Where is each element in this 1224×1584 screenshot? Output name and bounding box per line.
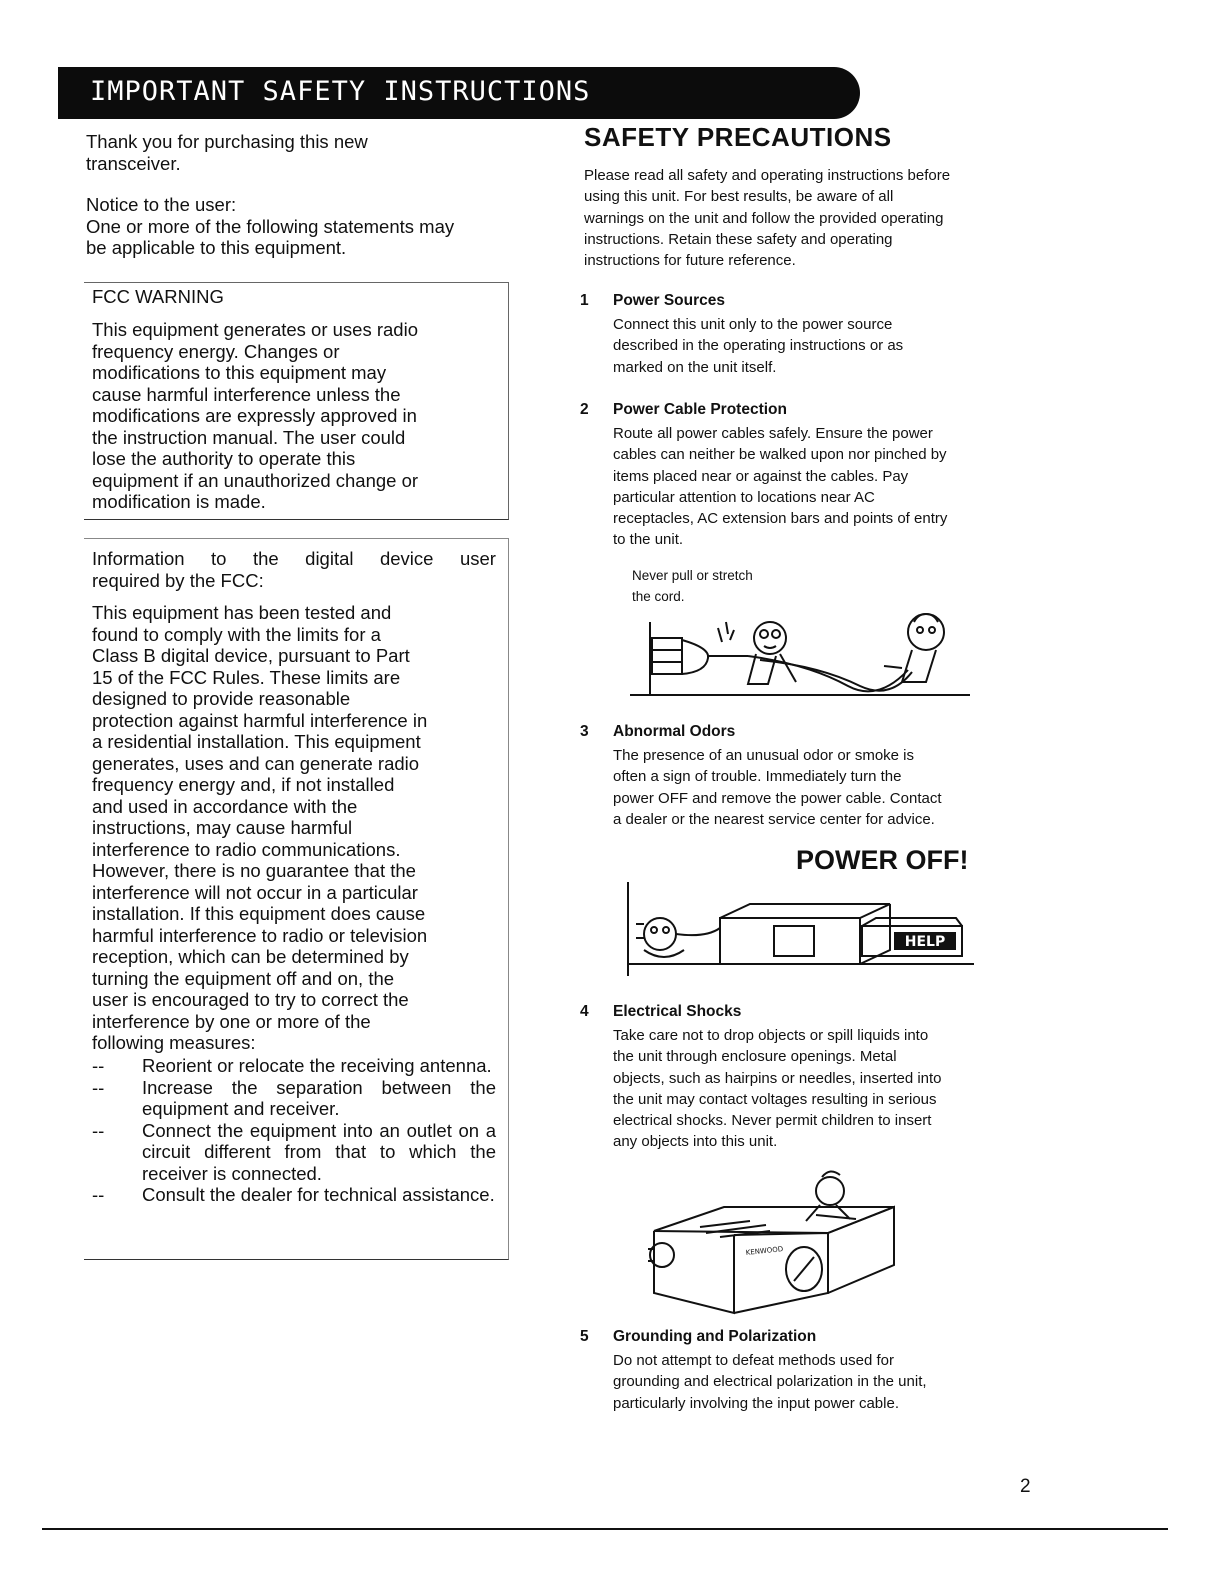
footer-rule [42, 1528, 1168, 1530]
measure-dash: -- [92, 1055, 105, 1076]
measure-dash: -- [92, 1184, 105, 1205]
item-line: cables can neither be walked upon nor pinched by [613, 446, 947, 464]
item-line: Route all power cables safely. Ensure the power [613, 425, 933, 442]
info-line: installation. If this equipment does cause [92, 903, 426, 924]
measure-item [92, 1055, 496, 1077]
heading-word: the [252, 548, 279, 569]
item-line: a dealer or the nearest service center for advice. [613, 810, 935, 828]
item-line: The presence of an unusual odor or smoke is [613, 747, 915, 764]
info-line: This equipment has been tested and [92, 602, 392, 623]
info-line: Class B digital device, pursuant to Part [92, 645, 410, 666]
item-heading: Power Cable Protection [613, 401, 787, 418]
fcc-line: This equipment generates or uses radio [92, 319, 418, 340]
cord-caption [632, 565, 753, 607]
item-line: often a sign of trouble. Immediately turn the [613, 768, 902, 786]
notice-label: Notice to the user: [86, 194, 237, 215]
item-line: to the unit. [613, 531, 684, 549]
info-line: interference by one or more of the [92, 1010, 371, 1032]
fcc-line: lose the authority to operate this [92, 448, 356, 469]
heading-word: to [211, 548, 227, 569]
item-heading: Electrical Shocks [613, 1003, 742, 1020]
info-line: instructions, may cause harmful [92, 817, 353, 838]
measure-item [92, 1120, 496, 1185]
item-line: grounding and electrical polarization in the unit, [613, 1373, 927, 1391]
info-line: interference will not occur in a particular [92, 881, 418, 903]
info-line: reception, which can be determined by [92, 946, 409, 967]
safety-intro [584, 165, 1034, 271]
digital-info-body [92, 602, 496, 1054]
intro-thanks [86, 131, 506, 174]
info-line: designed to provide reasonable [92, 688, 351, 709]
info-line: and used in accordance with the [92, 795, 358, 817]
info-line: user is encouraged to try to correct the [92, 989, 409, 1010]
fcc-warning-body [92, 319, 496, 513]
item-number: 5 [580, 1328, 589, 1345]
banner-title: IMPORTANT SAFETY INSTRUCTIONS [90, 76, 591, 107]
measure-text: Reorient or relocate the receiving antenna. [142, 1055, 492, 1076]
measure-text: Consult the dealer for technical assistance. [142, 1184, 495, 1205]
heading-word: user [459, 548, 496, 569]
item-heading: Power Sources [613, 292, 725, 309]
item-line: any objects into this unit. [613, 1133, 778, 1151]
heading-word: Information [92, 548, 185, 569]
fcc-line: frequency energy. Changes or [92, 340, 340, 362]
info-line: However, there is no guarantee that the [92, 860, 416, 881]
item-line: particular attention to locations near AC [613, 488, 875, 506]
item-line: Connect this unit only to the power source [613, 316, 893, 333]
help-text: HELP [904, 934, 946, 950]
digital-info-heading-line2: required by the FCC: [92, 569, 264, 591]
pulling-cord-illustration [630, 608, 975, 700]
header-banner [58, 67, 860, 119]
item-number: 3 [580, 723, 589, 740]
intro-line: Please read all safety and operating instructions before [584, 167, 951, 184]
fcc-warning-title: FCC WARNING [92, 286, 224, 307]
digital-info-heading [92, 548, 496, 591]
info-line: interference to radio communications. [92, 838, 401, 860]
item-number: 1 [580, 292, 589, 309]
measure-item [92, 1184, 496, 1206]
info-line: harmful interference to radio or television [92, 924, 428, 946]
item-number: 2 [580, 401, 589, 418]
info-line: 15 of the FCC Rules. These limits are [92, 666, 401, 688]
power-off-illustration [624, 880, 984, 980]
notice-block [86, 194, 506, 259]
intro-line: using this unit. For best results, be aware of all [584, 188, 894, 206]
info-line: following measures: [92, 1032, 256, 1053]
power-off-label: POWER OFF! [796, 845, 969, 875]
electrical-shock-illustration [640, 1165, 900, 1315]
kenwood-brand-text: KENWOOD [745, 1245, 784, 1257]
item-line: Do not attempt to defeat methods used for [613, 1352, 895, 1369]
measure-text: Increase the separation between the equipment and receiver. [142, 1076, 496, 1119]
measure-dash: -- [92, 1076, 105, 1098]
item-line: the unit through enclosure openings. Metal [613, 1048, 897, 1066]
heading-word: device [379, 548, 434, 569]
measure-item [92, 1077, 496, 1120]
fcc-line: modifications are expressly approved in [92, 405, 417, 426]
fcc-line: equipment if an unauthorized change or [92, 469, 419, 491]
item-number: 4 [580, 1003, 589, 1020]
item-line: receptacles, AC extension bars and points of entry [613, 510, 948, 528]
intro-line: instructions for future reference. [584, 252, 796, 270]
fcc-measures-list [92, 1055, 496, 1206]
item-body [613, 745, 1023, 830]
heading-word: digital [305, 548, 354, 569]
cord-caption-line: the cord. [632, 589, 685, 604]
item-body [613, 314, 1023, 378]
intro-thanks-text: Thank you for purchasing this new transceiver. [86, 131, 368, 174]
notice-text: One or more of the following statements may be applicable to this equipment. [86, 215, 455, 258]
item-line: marked on the unit itself. [613, 358, 777, 376]
item-line: power OFF and remove the power cable. Contact [613, 789, 942, 807]
item-line: particularly involving the input power cable. [613, 1394, 899, 1412]
item-line: Take care not to drop objects or spill liquids into [613, 1027, 929, 1044]
digital-info-heading-line1 [92, 548, 496, 570]
item-line: electrical shocks. Never permit children to insert [613, 1112, 932, 1130]
fcc-line: modification is made. [92, 491, 266, 512]
info-line: found to comply with the limits for a [92, 623, 381, 645]
measure-dash: -- [92, 1119, 105, 1141]
cord-caption-line: Never pull or stretch [632, 568, 753, 583]
fcc-line: cause harmful interference unless the [92, 383, 401, 405]
item-body [613, 1025, 1023, 1153]
info-line: turning the equipment off and on, the [92, 967, 395, 989]
item-line: the unit may contact voltages resulting in serious [613, 1090, 937, 1108]
info-line: a residential installation. This equipment [92, 731, 421, 752]
item-heading: Grounding and Polarization [613, 1328, 817, 1345]
info-line: generates, uses and can generate radio [92, 752, 420, 774]
item-heading: Abnormal Odors [613, 723, 736, 740]
intro-line: warnings on the unit and follow the provided operating [584, 209, 944, 227]
fcc-line: modifications to this equipment may [92, 362, 387, 383]
item-line: items placed near or against the cables. Pay [613, 467, 909, 485]
item-line: described in the operating instructions or as [613, 337, 904, 355]
info-line: protection against harmful interference in [92, 709, 428, 731]
item-body [613, 1350, 1023, 1414]
intro-line: instructions. Retain these safety and operating [584, 230, 893, 248]
safety-precautions-title: SAFETY PRECAUTIONS [584, 122, 892, 152]
fcc-line: the instruction manual. The user could [92, 426, 406, 448]
item-body [613, 423, 1023, 551]
item-line: objects, such as hairpins or needles, inserted into [613, 1069, 942, 1087]
measure-text: Connect the equipment into an outlet on a circuit different from that to which the receiver is connected. [142, 1119, 496, 1184]
info-line: frequency energy and, if not installed [92, 774, 395, 795]
page-number: 2 [1020, 1476, 1031, 1497]
